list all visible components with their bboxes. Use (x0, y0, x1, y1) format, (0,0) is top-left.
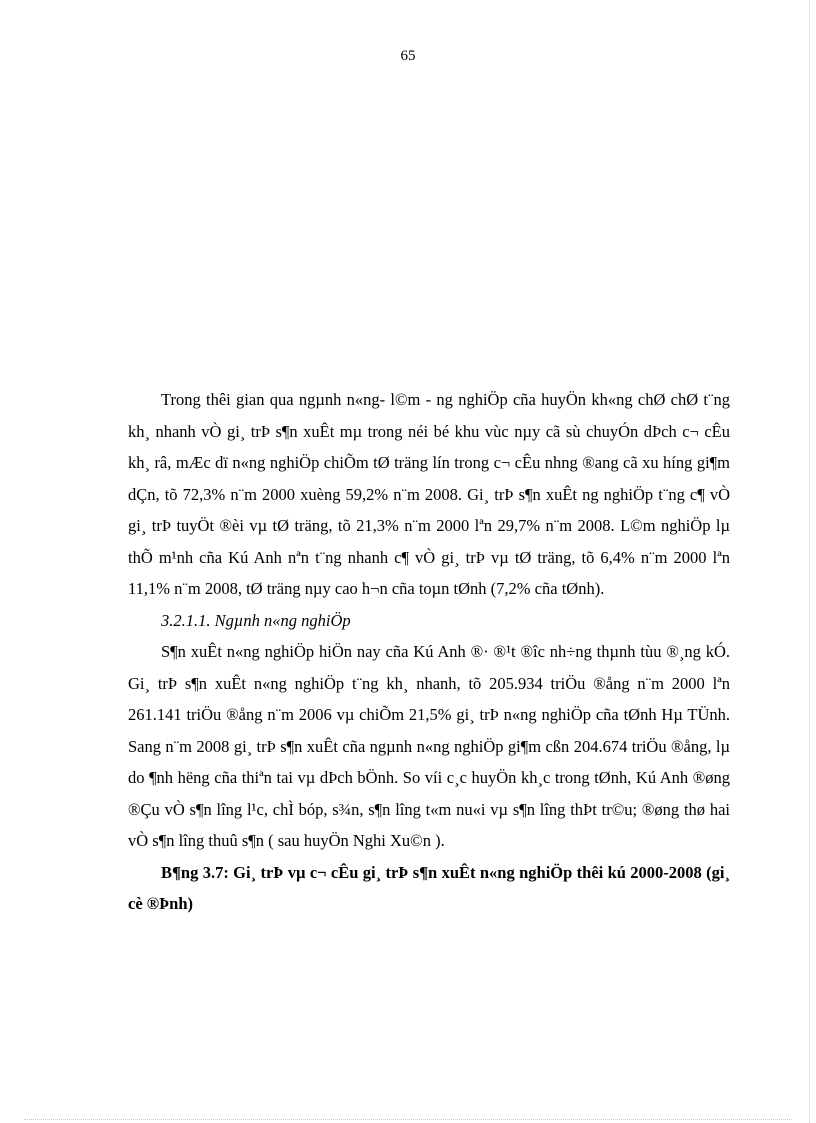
table-caption: B¶ng 3.7: Gi¸ trÞ vµ c¬ cÊu gi¸ trÞ s¶n xuÊt n«ng nghiÖp thêi kú 2000-2008 (gi¸ cè ®Þnh) (128, 862, 730, 913)
page-bottom-dotted-line (24, 1119, 792, 1120)
paragraph-agriculture-forestry-fishery: Trong thêi gian qua ngµnh n«ng- l©m - ng nghiÖp cña huyÖn kh«ng chØ chØ t¨ng kh¸ nhanh vÒ gi¸ trÞ s¶n xuÊt mµ trong néi bé khu vùc nµy cã sù chuyÓn dÞch c¬ cÊu kh¸ râ, mÆc dï n«ng nghiÖp chiÕm tØ träng lín trong c¬ cÊu nhng ®ang cã xu híng gi¶m dÇn, tõ 72,3% n¨m 2000 xuèng 59,2% n¨m 2008. Gi¸ trÞ s¶n xuÊt ng nghiÖp t¨ng c¶ vÒ gi¸ trÞ tuyÖt ®èi vµ tØ träng, tõ 21,3% n¨m 2000 lªn 29,7% n¨m 2008. L©m nghiÖp lµ thÕ m¹nh cña Kú Anh nªn t¨ng nhanh c¶ vÒ gi¸ trÞ vµ tØ träng, tõ 6,4% n¨m 2000 lªn 11,1% n¨m 2008, tØ träng nµy cao h¬n cña toµn tØnh (7,2% cña tØnh). (128, 390, 730, 598)
paragraph-agriculture-production: S¶n xuÊt n«ng nghiÖp hiÖn nay cña Kú Anh ®· ®¹t ®îc nh÷ng thµnh tùu ®¸ng kÓ. Gi¸ trÞ s¶n xuÊt n«ng nghiÖp t¨ng kh¸ nhanh, tõ 205.934 triÖu ®ång n¨m 2000 lªn 261.141 triÖu ®ång n¨m 2006 vµ chiÕm 21,5% gi¸ trÞ n«ng nghiÖp cña tØnh Hµ TÜnh. Sang n¨m 2008 gi¸ trÞ s¶n xuÊt cña ngµnh n«ng nghiÖp gi¶m cßn 204.674 triÖu ®ång, lµ do ¶nh hëng cña thiªn tai vµ dÞch bÖnh. So víi c¸c huyÖn kh¸c trong tØnh, Kú Anh ®øng ®Çu vÒ s¶n lîng l¹c, chÌ bóp, s¾n, s¶n lîng t«m nu«i vµ s¶n lîng thÞt tr©u; ®øng thø hai vÒ s¶n lîng thuû s¶n ( sau huyÖn Nghi Xu©n ). (128, 642, 730, 850)
section-heading: 3.2.1.1. Ngµnh n«ng nghiÖp (161, 610, 351, 630)
document-body (128, 384, 730, 920)
page-edge-dotted-line (809, 0, 810, 1123)
page-number: 65 (400, 48, 416, 64)
